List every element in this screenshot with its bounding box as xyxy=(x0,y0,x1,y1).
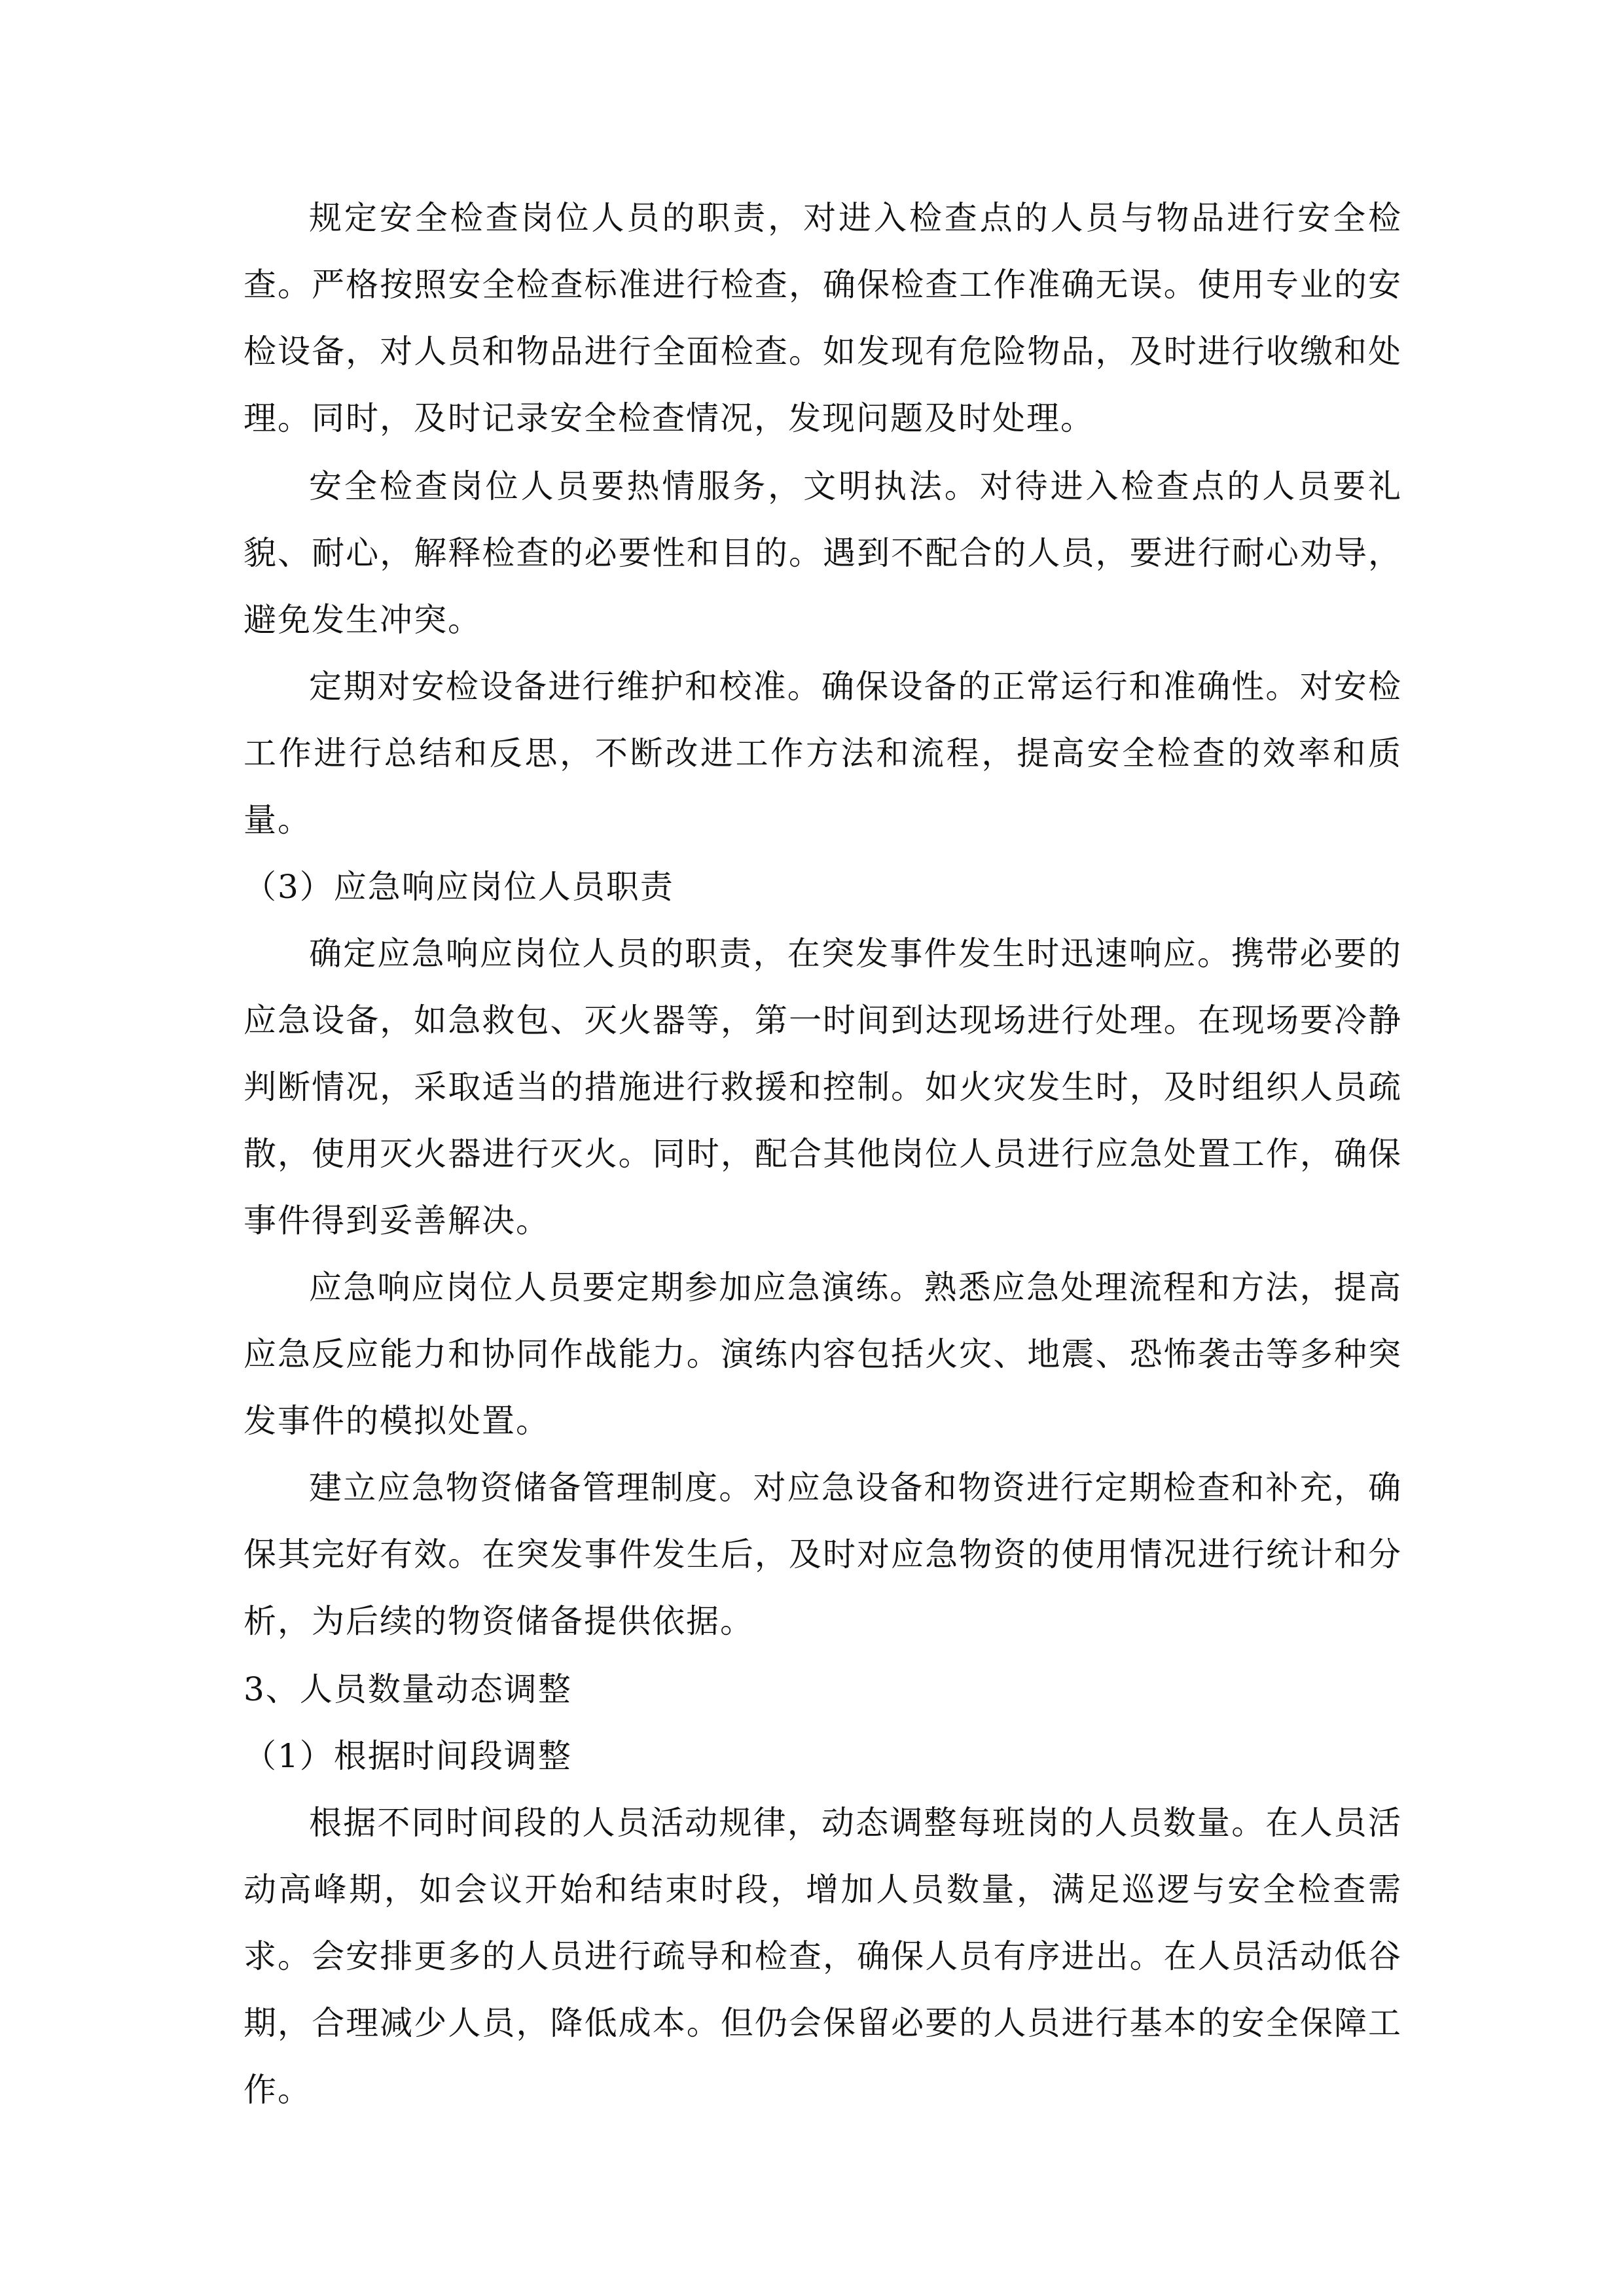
paragraph-security-check-duties: 规定安全检查岗位人员的职责，对进入检查点的人员与物品进行安全检查。严格按照安全检查标准进行检查，确保检查工作准确无误。使用专业的安检设备，对人员和物品进行全面检查。如发现有危险物品，及时进行收缴和处理。同时，及时记录安全检查情况，发现问题及时处理。 xyxy=(244,199,1402,437)
paragraph-equipment-maintenance: 定期对安检设备进行维护和校准。确保设备的正常运行和准确性。对安检工作进行总结和反思，不断改进工作方法和流程，提高安全检查的效率和质量。 xyxy=(244,668,1402,839)
paragraph-security-check-service: 安全检查岗位人员要热情服务，文明执法。对待进入检查点的人员要礼貌、耐心，解释检查的必要性和目的。遇到不配合的人员，要进行耐心劝导，避免发生冲突。 xyxy=(244,467,1402,639)
subsection-heading-time-period: （1）根据时间段调整 xyxy=(244,1737,572,1775)
paragraph-emergency-drills: 应急响应岗位人员要定期参加应急演练。熟悉应急处理流程和方法，提高应急反应能力和协同作战能力。演练内容包括火灾、地震、恐怖袭击等多种突发事件的模拟处置。 xyxy=(244,1268,1402,1440)
section-heading-emergency-response: （3）应急响应岗位人员职责 xyxy=(244,868,674,906)
paragraph-time-period-adjustment: 根据不同时间段的人员活动规律，动态调整每班岗的人员数量。在人员活动高峰期，如会议开始和结束时段，增加人员数量，满足巡逻与安全检查需求。会安排更多的人员进行疏导和检查，确保人员有序进出。在人员活动低谷期，合理减少人员，降低成本。但仍会保留必要的人员进行基本的安全保障工作。 xyxy=(244,1804,1402,2109)
paragraph-emergency-response-duties: 确定应急响应岗位人员的职责，在突发事件发生时迅速响应。携带必要的应急设备，如急救包、灭火器等，第一时间到达现场进行处理。在现场要冷静判断情况，采取适当的措施进行救援和控制。如火灾发生时，及时组织人员疏散，使用灭火器进行灭火。同时，配合其他岗位人员进行应急处置工作，确保事件得到妥善解决。 xyxy=(244,935,1402,1240)
chapter-heading-staff-adjustment: 3、人员数量动态调整 xyxy=(244,1670,572,1708)
paragraph-emergency-supplies: 建立应急物资储备管理制度。对应急设备和物资进行定期检查和补充，确保其完好有效。在突发事件发生后，及时对应急物资的使用情况进行统计和分析，为后续的物资储备提供依据。 xyxy=(244,1469,1402,1640)
